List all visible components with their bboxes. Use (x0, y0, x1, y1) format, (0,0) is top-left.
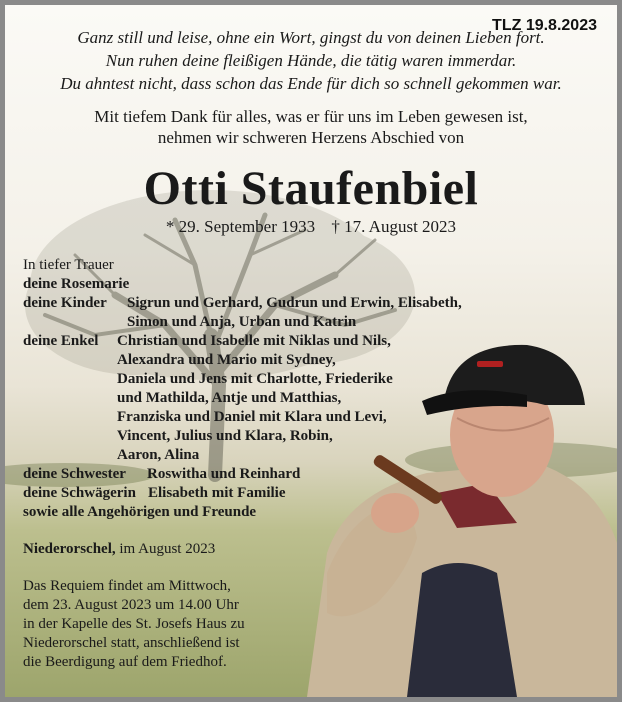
sister: Roswitha und Reinhard (147, 466, 301, 482)
poem-line: Du ahntest nicht, dass schon das Ende für dich so schnell gekommen war. (60, 74, 562, 93)
deceased-name: Otti Staufenbiel (143, 162, 479, 215)
children-line: Sigrun und Gerhard, Gudrun und Erwin, Elisabeth, (127, 295, 462, 311)
poem-line: Ganz still und leise, ohne ein Wort, gingst du von deinen Lieben fort. (77, 28, 545, 47)
grandchildren-line: Vincent, Julius und Klara, Robin, (117, 428, 333, 444)
children-label: deine Kinder (23, 295, 107, 311)
grandchildren-line: Alexandra und Mario mit Sydney, (117, 352, 336, 368)
wife: deine Rosemarie (23, 276, 130, 292)
grandchildren-line: Daniela und Jens mit Charlotte, Friederike (117, 371, 393, 387)
newspaper-date-tag: TLZ 19.8.2023 (492, 17, 597, 34)
grandchildren-line: Aaron, Alina (117, 447, 200, 463)
life-dates (5, 217, 617, 237)
birth-date: * 29. September 1933 (165, 217, 316, 236)
requiem-line: dem 23. August 2023 um 14.00 Uhr (23, 597, 239, 613)
grandchildren-label: deine Enkel (23, 333, 99, 349)
requiem-line: in der Kapelle des St. Josefs Haus zu (23, 616, 245, 632)
grandchildren-line: und Mathilda, Antje und Matthias, (117, 390, 342, 406)
mourning-opening: In tiefer Trauer (23, 257, 114, 273)
grandchildren-line: Franziska und Daniel mit Klara und Levi, (117, 409, 387, 425)
intro-text (5, 106, 617, 148)
place-and-date (23, 541, 215, 558)
poem-line: Nun ruhen deine fleißigen Hände, die tätig waren immerdar. (105, 51, 517, 70)
other-mourners: sowie alle Angehörigen und Freunde (23, 504, 257, 520)
poem (5, 26, 617, 95)
place: Niederorschel, (23, 541, 116, 557)
requiem-info (23, 577, 303, 672)
requiem-line: Das Requiem findet am Mittwoch, (23, 578, 231, 594)
intro-line: nehmen wir schweren Herzens Abschied von (157, 128, 465, 147)
sister-in-law: Elisabeth mit Familie (148, 485, 286, 501)
requiem-line: Niederorschel statt, anschließend ist (23, 635, 240, 651)
intro-line: Mit tiefem Dank für alles, was er für uns im Leben gewesen ist, (94, 107, 528, 126)
sister-in-law-label: deine Schwägerin (23, 485, 136, 501)
sister-label: deine Schwester (23, 466, 126, 482)
place-date: im August 2023 (119, 541, 216, 557)
children-line: Simon und Anja, Urban und Katrin (127, 314, 357, 330)
portrait-photo (287, 323, 617, 697)
grandchildren-line: Christian und Isabelle mit Niklas und Nils, (117, 333, 391, 349)
death-date: † 17. August 2023 (331, 217, 457, 236)
requiem-line: die Beerdigung auf dem Friedhof. (23, 654, 227, 670)
